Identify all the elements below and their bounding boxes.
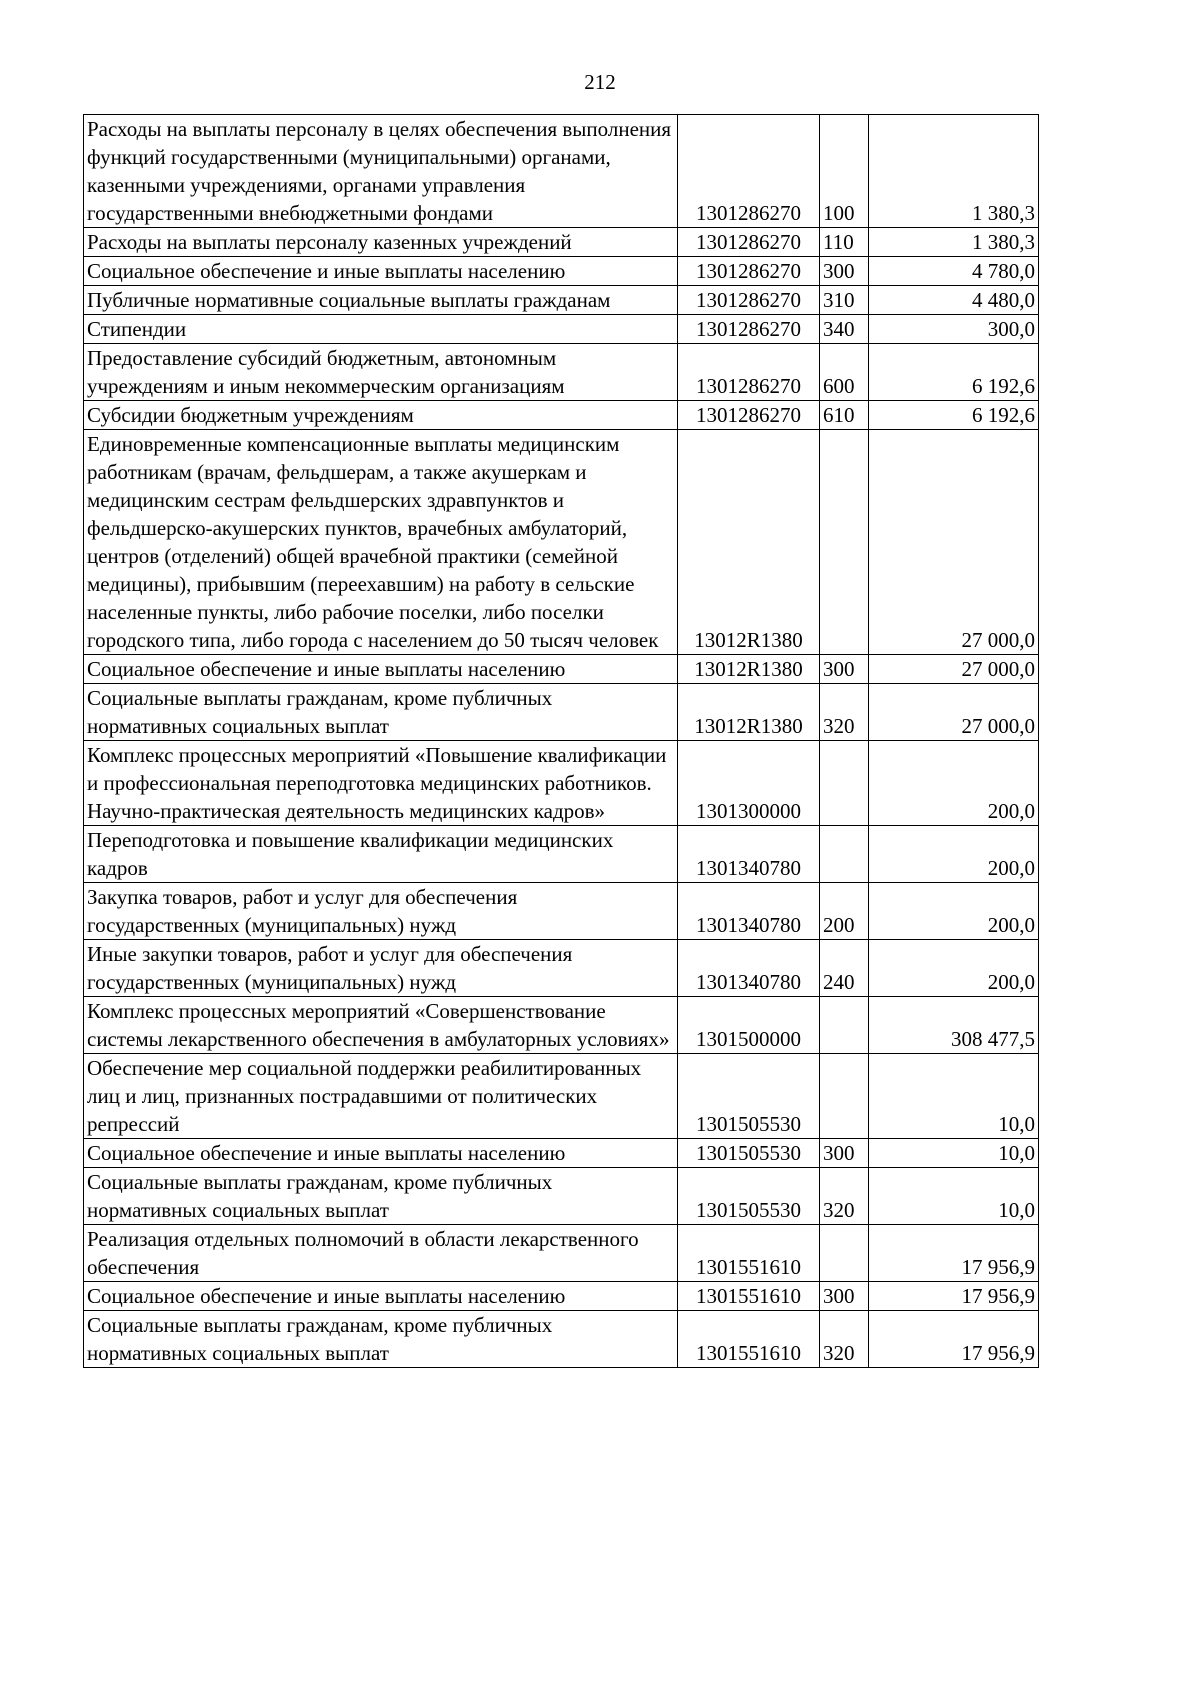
row-csr-cell: 1301286270 [678, 315, 820, 344]
row-amount-cell: 1 380,3 [869, 115, 1039, 228]
row-name-cell: Социальное обеспечение и иные выплаты населению [84, 1282, 678, 1311]
row-csr-cell: 1301286270 [678, 115, 820, 228]
table-row [84, 940, 1039, 997]
row-amount-cell: 4 480,0 [869, 286, 1039, 315]
row-amount-cell: 27 000,0 [869, 684, 1039, 741]
row-csr-cell: 1301286270 [678, 228, 820, 257]
row-amount-cell: 1 380,3 [869, 228, 1039, 257]
row-amount-cell: 27 000,0 [869, 655, 1039, 684]
row-vr-cell: 340 [820, 315, 869, 344]
row-csr-cell: 1301551610 [678, 1282, 820, 1311]
row-name-cell: Реализация отдельных полномочий в области лекарственного обеспечения [84, 1225, 678, 1282]
row-csr-cell: 1301551610 [678, 1225, 820, 1282]
table-row [84, 115, 1039, 228]
table-row [84, 315, 1039, 344]
row-vr-cell [820, 430, 869, 655]
row-vr-cell [820, 1225, 869, 1282]
table-row [84, 430, 1039, 655]
row-name-cell: Предоставление субсидий бюджетным, автономным учреждениям и иным некоммерческим организациям [84, 344, 678, 401]
row-amount-cell: 300,0 [869, 315, 1039, 344]
budget-table [83, 114, 1039, 1368]
row-vr-cell: 320 [820, 684, 869, 741]
row-csr-cell: 1301300000 [678, 741, 820, 826]
table-row [84, 1225, 1039, 1282]
row-name-cell: Комплекс процессных мероприятий «Повышение квалификации и профессиональная переподготовка медицинских работников. Научно-практическая деятельность медицинских кадров» [84, 741, 678, 826]
row-vr-cell: 100 [820, 115, 869, 228]
row-vr-cell: 300 [820, 257, 869, 286]
row-vr-cell: 300 [820, 655, 869, 684]
row-csr-cell: 1301286270 [678, 401, 820, 430]
row-vr-cell: 240 [820, 940, 869, 997]
row-name-cell: Публичные нормативные социальные выплаты гражданам [84, 286, 678, 315]
table-row [84, 1139, 1039, 1168]
row-csr-cell: 1301340780 [678, 940, 820, 997]
row-amount-cell: 200,0 [869, 940, 1039, 997]
row-csr-cell: 13012R1380 [678, 684, 820, 741]
row-csr-cell: 1301551610 [678, 1311, 820, 1368]
row-name-cell: Расходы на выплаты персоналу в целях обеспечения выполнения функций государственными (муниципальными) органами, казенными учреждениями, органами управления государственными внебюджетными фондами [84, 115, 678, 228]
row-name-cell: Иные закупки товаров, работ и услуг для обеспечения государственных (муниципальных) нужд [84, 940, 678, 997]
row-amount-cell: 10,0 [869, 1054, 1039, 1139]
row-csr-cell: 13012R1380 [678, 655, 820, 684]
row-vr-cell: 310 [820, 286, 869, 315]
row-name-cell: Социальное обеспечение и иные выплаты населению [84, 655, 678, 684]
row-csr-cell: 1301286270 [678, 286, 820, 315]
row-amount-cell: 200,0 [869, 883, 1039, 940]
table-row [84, 684, 1039, 741]
row-vr-cell: 320 [820, 1168, 869, 1225]
row-vr-cell: 320 [820, 1311, 869, 1368]
table-row [84, 741, 1039, 826]
row-csr-cell: 1301500000 [678, 997, 820, 1054]
row-name-cell: Комплекс процессных мероприятий «Совершенствование системы лекарственного обеспечения в амбулаторных условиях» [84, 997, 678, 1054]
budget-table-body [84, 115, 1039, 1368]
table-row [84, 257, 1039, 286]
table-row [84, 883, 1039, 940]
table-row [84, 286, 1039, 315]
row-amount-cell: 200,0 [869, 826, 1039, 883]
row-csr-cell: 1301286270 [678, 257, 820, 286]
row-vr-cell [820, 997, 869, 1054]
row-name-cell: Социальные выплаты гражданам, кроме публичных нормативных социальных выплат [84, 1168, 678, 1225]
page-number: 212 [584, 70, 616, 94]
row-vr-cell: 200 [820, 883, 869, 940]
row-name-cell: Социальные выплаты гражданам, кроме публичных нормативных социальных выплат [84, 684, 678, 741]
row-vr-cell [820, 1054, 869, 1139]
row-amount-cell: 6 192,6 [869, 344, 1039, 401]
row-amount-cell: 200,0 [869, 741, 1039, 826]
table-row [84, 1168, 1039, 1225]
row-csr-cell: 1301340780 [678, 883, 820, 940]
row-vr-cell: 610 [820, 401, 869, 430]
row-csr-cell: 1301505530 [678, 1054, 820, 1139]
table-row [84, 228, 1039, 257]
row-amount-cell: 10,0 [869, 1139, 1039, 1168]
row-amount-cell: 17 956,9 [869, 1225, 1039, 1282]
row-name-cell: Субсидии бюджетным учреждениям [84, 401, 678, 430]
table-row [84, 826, 1039, 883]
row-csr-cell: 1301340780 [678, 826, 820, 883]
table-row [84, 401, 1039, 430]
row-name-cell: Переподготовка и повышение квалификации медицинских кадров [84, 826, 678, 883]
row-csr-cell: 1301505530 [678, 1139, 820, 1168]
row-name-cell: Расходы на выплаты персоналу казенных учреждений [84, 228, 678, 257]
table-row [84, 344, 1039, 401]
row-amount-cell: 27 000,0 [869, 430, 1039, 655]
row-name-cell: Социальные выплаты гражданам, кроме публичных нормативных социальных выплат [84, 1311, 678, 1368]
row-name-cell: Социальное обеспечение и иные выплаты населению [84, 257, 678, 286]
row-amount-cell: 4 780,0 [869, 257, 1039, 286]
table-row [84, 1311, 1039, 1368]
row-name-cell: Закупка товаров, работ и услуг для обеспечения государственных (муниципальных) нужд [84, 883, 678, 940]
table-row [84, 997, 1039, 1054]
row-amount-cell: 17 956,9 [869, 1311, 1039, 1368]
table-row [84, 1054, 1039, 1139]
row-csr-cell: 13012R1380 [678, 430, 820, 655]
row-vr-cell: 110 [820, 228, 869, 257]
row-vr-cell [820, 826, 869, 883]
row-name-cell: Единовременные компенсационные выплаты медицинским работникам (врачам, фельдшерам, а также акушеркам и медицинским сестрам фельдшерских здравпунктов и фельдшерско-акушерских пунктов, врачебных амбулаторий, центров (отделений) общей врачебной практики (семейной медицины), прибывшим (переехавшим) на работу в сельские населенные пункты, либо рабочие поселки, либо поселки городского типа, либо города с населением до 50 тысяч человек [84, 430, 678, 655]
row-amount-cell: 17 956,9 [869, 1282, 1039, 1311]
row-amount-cell: 10,0 [869, 1168, 1039, 1225]
row-amount-cell: 6 192,6 [869, 401, 1039, 430]
row-name-cell: Обеспечение мер социальной поддержки реабилитированных лиц и лиц, признанных пострадавшими от политических репрессий [84, 1054, 678, 1139]
row-vr-cell: 600 [820, 344, 869, 401]
row-name-cell: Социальное обеспечение и иные выплаты населению [84, 1139, 678, 1168]
table-row [84, 655, 1039, 684]
table-row [84, 1282, 1039, 1311]
row-csr-cell: 1301505530 [678, 1168, 820, 1225]
row-vr-cell: 300 [820, 1282, 869, 1311]
row-csr-cell: 1301286270 [678, 344, 820, 401]
row-name-cell: Стипендии [84, 315, 678, 344]
row-amount-cell: 308 477,5 [869, 997, 1039, 1054]
row-vr-cell [820, 741, 869, 826]
row-vr-cell: 300 [820, 1139, 869, 1168]
